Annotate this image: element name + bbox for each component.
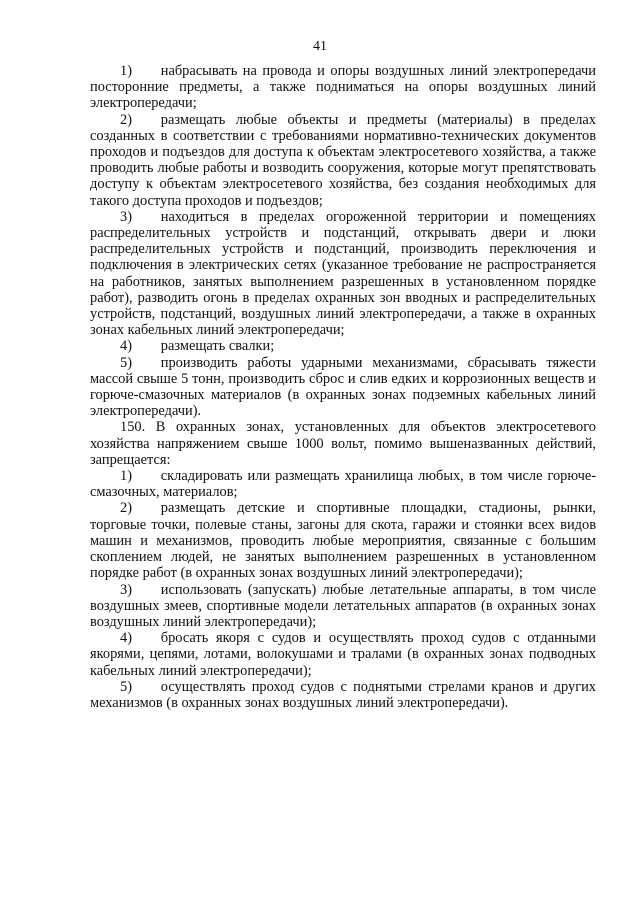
paragraph: 2) размещать любые объекты и предметы (материалы) в пределах созданных в соответствии с требованиями нормативно-технических документов проходов и подъездов для доступа к объектам электросетевого хозяйства, а также проводить любые работы и возводить сооружения, которые могут препятствовать доступу к объектам электросетевого хозяйства, без создания необходимых для такого доступа проходов и подъездов; xyxy=(90,111,596,209)
paragraph: 1) набрасывать на провода и опоры воздушных линий электропередачи посторонние предметы, а также подниматься на опоры воздушных линий электропередачи; xyxy=(90,63,596,112)
paragraph: 1) складировать или размещать хранилища любых, в том числе горюче-смазочных, материалов; xyxy=(90,468,596,501)
paragraph: 150. В охранных зонах, установленных для объектов электросетевого хозяйства напряжением свыше 1000 вольт, помимо вышеназванных действий, запрещается: xyxy=(90,419,596,468)
paragraph: 5) осуществлять проход судов с поднятыми стрелами кранов и других механизмов (в охранных зонах воздушных линий электропередачи). xyxy=(90,678,596,711)
paragraph: 3) находиться в пределах огороженной территории и помещениях распределительных устройств и подстанций, открывать двери и люки распределительных устройств и подстанций, производить переключения и подключения в электрических сетях (указанное требование не распространяется на работников, занятых выполнением разрешенных в установленном порядке работ), разводить огонь в пределах охранных зон вводных и распределительных устройств, подстанций, воздушных линий электропередачи, а также в охранных зонах кабельных линий электропередачи; xyxy=(90,208,596,339)
document-body xyxy=(90,63,596,711)
paragraph: 3) использовать (запускать) любые летательные аппараты, в том числе воздушных змеев, спортивные модели летательных аппаратов (в охранных зонах воздушных линий электропередачи); xyxy=(90,581,596,630)
paragraph: 4) размещать свалки; xyxy=(120,338,275,355)
paragraph: 2) размещать детские и спортивные площадки, стадионы, рынки, торговые точки, полевые станы, загоны для скота, гаражи и стоянки всех видов машин и механизмов, проводить любые мероприятия, связанные с большим скоплением людей, не занятых выполнением разрешенных в установленном порядке работ (в охранных зонах воздушных линий электропередачи); xyxy=(90,500,596,582)
paragraph: 5) производить работы ударными механизмами, сбрасывать тяжести массой свыше 5 тонн, производить сброс и слив едких и коррозионных веществ и горюче-смазочных материалов (в охранных зонах подземных кабельных линий электропередачи). xyxy=(90,354,596,420)
paragraph: 4) бросать якоря с судов и осуществлять проход судов с отданными якорями, цепями, лотами, волокушами и тралами (в охранных зонах подводных кабельных линий электропередачи); xyxy=(90,630,596,679)
page-number: 41 xyxy=(313,39,327,54)
